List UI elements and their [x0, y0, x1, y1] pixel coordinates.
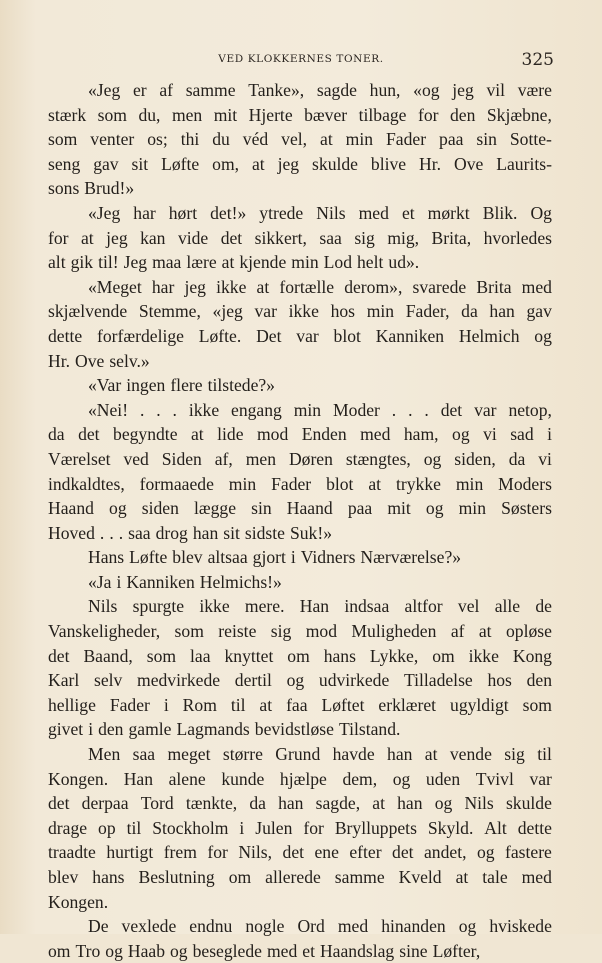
text-line: stærk som du, men mit Hjerte bæver tilbage for den Skjæbne, [48, 104, 552, 125]
text-line: Hr. Ove selv.» [48, 350, 150, 371]
text-line: dette forfærdelige Løfte. Det var blot Kanniken Helmich og [48, 325, 552, 346]
paragraph [48, 570, 552, 595]
page-header [48, 50, 554, 74]
text-line: seng gav sit Løfte om, at jeg skulde blive Hr. Ove Laurits- [48, 153, 552, 174]
text-line: «Var ingen flere tilstede?» [88, 375, 275, 396]
text-line: indkaldtes, formaaede min Fader blot at trykke min Moders [48, 473, 552, 494]
paragraph [48, 594, 552, 742]
text-line: skjælvende Stemme, «jeg var ikke hos min Fader, da han gav [48, 301, 552, 322]
paragraph [48, 914, 552, 963]
text-line: «Nei! . . . ikke engang min Moder . . . det var netop, [88, 399, 552, 420]
text-line: om Tro og Haab og beseglede med et Haandslag sine Løfter, [48, 940, 481, 961]
paragraph [48, 275, 552, 373]
paragraph [48, 78, 552, 201]
text-line: blev hans Beslutning om allerede samme Kveld at tale med [48, 867, 552, 887]
text-line: for at jeg kan vide det sikkert, saa sig mig, Brita, hvorledes [48, 227, 552, 248]
text-line: Kongen. Han alene kunde hjælpe dem, og uden Tvivl var [48, 768, 552, 789]
text-line: Karl selv medvirkede dertil og udvirkede Tilladelse hos den [48, 670, 552, 691]
text-line: De vexlede endnu nogle Ord med hinanden og hviskede [88, 916, 552, 937]
paragraph [48, 201, 552, 275]
text-line: traadte hurtigt frem for Nils, det ene efter det andet, og fastere [48, 842, 552, 863]
text-line: sons Brud!» [48, 178, 135, 199]
body-text [48, 78, 552, 963]
text-line: Hoved . . . saa drog han sit sidste Suk!» [48, 522, 332, 543]
text-line: Hans Løfte blev altsaa gjort i Vidners Nærværelse?» [88, 547, 462, 568]
text-line: Haand og siden lægge sin Haand paa mit og min Søsters [48, 498, 552, 519]
paragraph [48, 398, 552, 546]
text-line: drage op til Stockholm i Julen for Brylluppets Skyld. Alt dette [48, 817, 552, 838]
page-number: 325 [521, 50, 554, 70]
text-line: som venter os; thi du véd vel, at min Fader paa sin Sotte- [48, 129, 552, 150]
text-line: det Baand, som laa knyttet om hans Lykke, om ikke Kong [48, 645, 552, 666]
text-line: Men saa meget større Grund havde han at vende sig til [88, 744, 552, 765]
text-line: det derpaa Tord tænkte, da han sagde, at han og Nils skulde [48, 793, 552, 814]
paragraph [48, 545, 552, 570]
text-line: Kongen. [48, 891, 109, 912]
text-line: «Ja i Kanniken Helmichs!» [88, 571, 282, 592]
paragraph [48, 742, 552, 914]
text-line: da det begyndte at lide mod Enden med ham, og vi sad i [48, 424, 552, 445]
running-title: VED KLOKKERNES TONER. [218, 53, 384, 65]
paragraph [48, 373, 552, 398]
text-line: alt gik til! Jeg maa lære at kjende min Lod helt ud». [48, 252, 420, 273]
text-line: Værelset ved Siden af, men Døren stængtes, og siden, da vi [48, 448, 552, 469]
text-line: hellige Fader i Rom til at faa Løftet erklæret ugyldigt som [48, 694, 552, 715]
text-line: «Jeg er af samme Tanke», sagde hun, «og jeg vil være [88, 80, 552, 100]
text-line: Vanskeligheder, som reiste sig mod Muligheden af at opløse [48, 621, 552, 642]
text-line: «Meget har jeg ikke at fortælle derom», svarede Brita med [88, 276, 552, 297]
text-line: Nils spurgte ikke mere. Han indsaa altfor vel alle de [88, 596, 552, 617]
text-line: givet i den gamle Lagmands bevidstløse Tilstand. [48, 719, 401, 740]
text-line: «Jeg har hørt det!» ytrede Nils med et mørkt Blik. Og [88, 202, 552, 223]
